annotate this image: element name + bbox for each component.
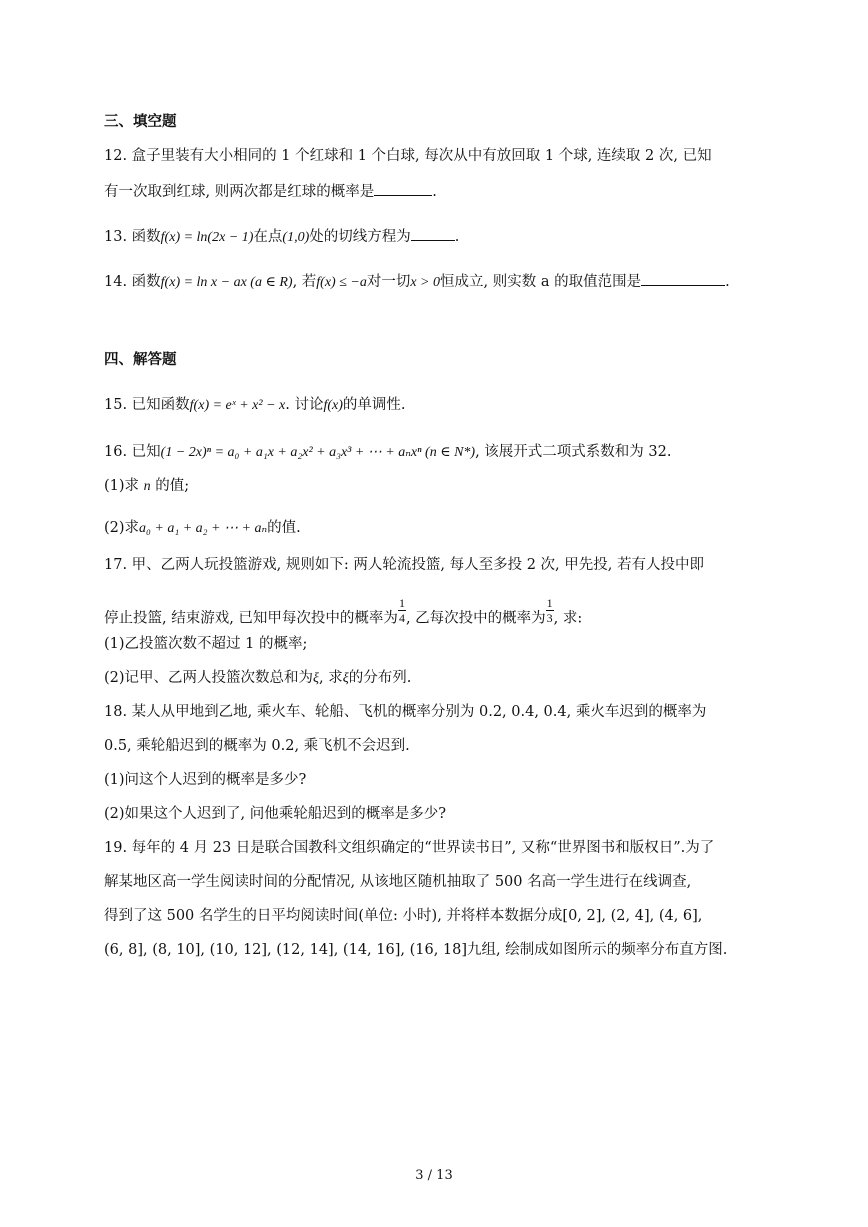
q15-fx: f(x) — [323, 398, 343, 413]
q19-line-2: 解某地区高一学生阅读时间的分配情况, 从该地区随机抽取了 500 名高一学生进行在线调查, — [104, 874, 692, 890]
q14-answer-blank — [641, 271, 725, 286]
q12-answer-blank — [374, 181, 432, 196]
section-heading-fill-in: 三、填空题 — [104, 114, 177, 130]
q17-part-2: (2)记甲、乙两人投篮次数总和为ξ, 求ξ的分布列. — [104, 670, 412, 686]
q13-answer-blank — [411, 226, 455, 241]
q19-line-4: (6, 8], (8, 10], (10, 12], (12, 14], (14, 16], (16, 18]九组, 绘制成如图所示的频率分布直方图. — [104, 942, 728, 958]
q16-part-2: (2)求a₀ + a₁ + a₂ + ⋯ + aₙ的值. — [104, 520, 301, 536]
section-heading-solve: 四、解答题 — [104, 352, 177, 368]
q13-line: 13. 函数f(x) = ln(2x − 1)在点(1,0)处的切线方程为 . — [104, 226, 459, 248]
q17-part-1: (1)乙投篮次数不超过 1 的概率; — [104, 636, 308, 652]
q12-line-2: 有一次取到红球, 则两次都是红球的概率是 . — [104, 181, 437, 202]
q18-line-1: 18. 某人从甲地到乙地, 乘火车、轮船、飞机的概率分别为 0.2, 0.4, 0.4, 乘火车迟到的概率为 — [104, 704, 707, 720]
q12-text: 有一次取到红球, 则两次都是红球的概率是 — [104, 184, 375, 200]
q17-line-2: 停止投篮, 结束游戏, 已知甲每次投中的概率为 $\frac{1}{4}$ , 乙每次投中的概率为 $\frac{1}{3}$ , 求: — [104, 596, 583, 627]
q14-domain: x > 0 — [410, 275, 441, 290]
q16-part-1: (1)求 n 的值; — [104, 478, 190, 494]
q19-line-3: 得到了这 500 名学生的日平均阅读时间(单位: 小时), 并将样本数据分成[0, 2], (2, 4], (4, 6], — [104, 908, 703, 924]
q17-fraction-yi: $\frac{1}{3}$ — [546, 596, 553, 625]
q16-sum-expr: a₀ + a₁ + a₂ + ⋯ + aₙ — [139, 521, 268, 536]
q13-point: (1,0) — [282, 230, 310, 245]
q14-condition: f(x) ≤ −a — [316, 275, 367, 290]
q18-part-1: (1)问这个人迟到的概率是多少? — [104, 772, 307, 788]
q16-expansion: (1 − 2x)ⁿ = a₀ + a₁x + a₂x² + a₃x³ + ⋯ + aₙxⁿ (n ∈ N*) — [160, 445, 476, 460]
q13-function: f(x) = ln(2x − 1) — [160, 230, 254, 245]
q12-line-1: 12. 盒子里装有大小相同的 1 个红球和 1 个白球, 每次从中有放回取 1 个球, 连续取 2 次, 已知 — [104, 148, 712, 164]
q15-line: 15. 已知函数f(x) = eˣ + x² − x. 讨论f(x)的单调性. — [104, 397, 406, 413]
q17-fraction-jia: $\frac{1}{4}$ — [398, 596, 405, 625]
q15-function: f(x) = eˣ + x² − x — [189, 398, 286, 413]
q16-line: 16. 已知(1 − 2x)ⁿ = a₀ + a₁x + a₂x² + a₃x³ + ⋯ + aₙxⁿ (n ∈ N*), 该展开式二项式系数和为 32. — [104, 444, 672, 460]
q18-part-2: (2)如果这个人迟到了, 问他乘轮船迟到的概率是多少? — [104, 806, 447, 822]
page-number: 3 / 13 — [415, 1168, 453, 1183]
q19-line-1: 19. 每年的 4 月 23 日是联合国教科文组织确定的“世界读书日”, 又称“世界图书和版权日”.为了 — [104, 840, 715, 856]
q18-line-2: 0.5, 乘轮船迟到的概率为 0.2, 乘飞机不会迟到. — [104, 738, 410, 754]
q17-line-1: 17. 甲、乙两人玩投篮游戏, 规则如下: 两人轮流投篮, 每人至多投 2 次, 甲先投, 若有人投中即 — [104, 557, 704, 573]
q14-line: 14. 函数f(x) = ln x − ax (a ∈ R), 若f(x) ≤ −a对一切x > 0恒成立, 则实数 a 的取值范围是 . — [104, 271, 730, 293]
q14-function: f(x) = ln x − ax (a ∈ R) — [160, 275, 293, 290]
